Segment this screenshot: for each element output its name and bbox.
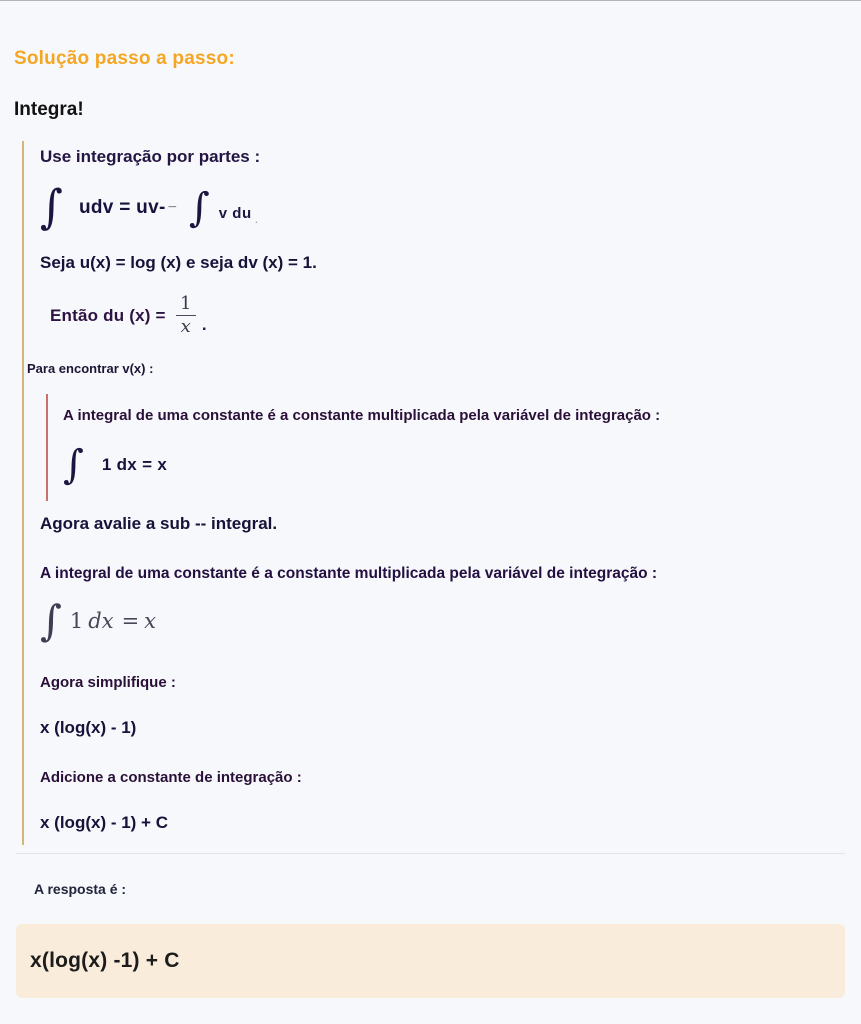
nested-rule-block (46, 394, 847, 501)
evaluate-sub-statement: Agora avalie a sub -- integral. (40, 514, 278, 533)
simplify-label: Agora simplifique : (40, 674, 176, 691)
fraction-1-over-x (176, 294, 196, 337)
integral-icon: ∫ (40, 180, 63, 235)
serif-integral-formula (40, 597, 847, 645)
page-title: Solução passo a passo: (14, 48, 235, 69)
solution-page (0, 1, 861, 998)
answer-value: x(log(x) -1) + C (30, 949, 180, 972)
add-constant-label: Adicione a constante de integração : (40, 769, 302, 786)
formula-minus: − (167, 199, 177, 216)
serif-x: x (144, 609, 157, 633)
integration-by-parts-label: Use integração por partes : (40, 147, 261, 166)
sentence-period: . (201, 315, 207, 334)
formula-lhs: udv = uv- (78, 197, 166, 218)
constant-integral-formula (63, 439, 847, 491)
find-v-label: Para encontrar v(x) : (27, 361, 154, 376)
formula-period: . (254, 210, 259, 226)
constant-rule-2: A integral de uma constante é a constante multiplicada pela variável de integração : (40, 565, 658, 582)
answer-box (16, 924, 845, 998)
integration-by-parts-formula (40, 181, 847, 235)
integral-icon: ∫ (188, 185, 210, 231)
divider (16, 853, 845, 854)
constant-rule: A integral de uma constante é a constante multiplicada pela variável de integração : (63, 407, 661, 424)
serif-equals: = (121, 609, 140, 633)
serif-one: 1 (69, 609, 84, 633)
result-expression: x (log(x) - 1) + C (40, 813, 168, 832)
formula-rhs: v du (218, 204, 252, 222)
integral-icon: ∫ (40, 596, 62, 645)
fraction-denominator: x (176, 315, 196, 338)
solution-steps-block (22, 141, 847, 845)
serif-dx: dx (88, 609, 114, 633)
integrate-heading: Integra! (14, 99, 84, 120)
integral-icon: ∫ (63, 442, 84, 488)
substitution-statement: Seja u(x) = log (x) e seja dv (x) = 1. (40, 253, 317, 272)
simplified-expression: x (log(x) - 1) (40, 718, 137, 737)
constant-formula-body: 1 dx = x (101, 455, 168, 474)
fraction-numerator: 1 (180, 293, 192, 315)
then-label: Então du (x) = (50, 306, 166, 325)
answer-label: A resposta é : (34, 881, 127, 897)
du-statement (40, 289, 847, 343)
